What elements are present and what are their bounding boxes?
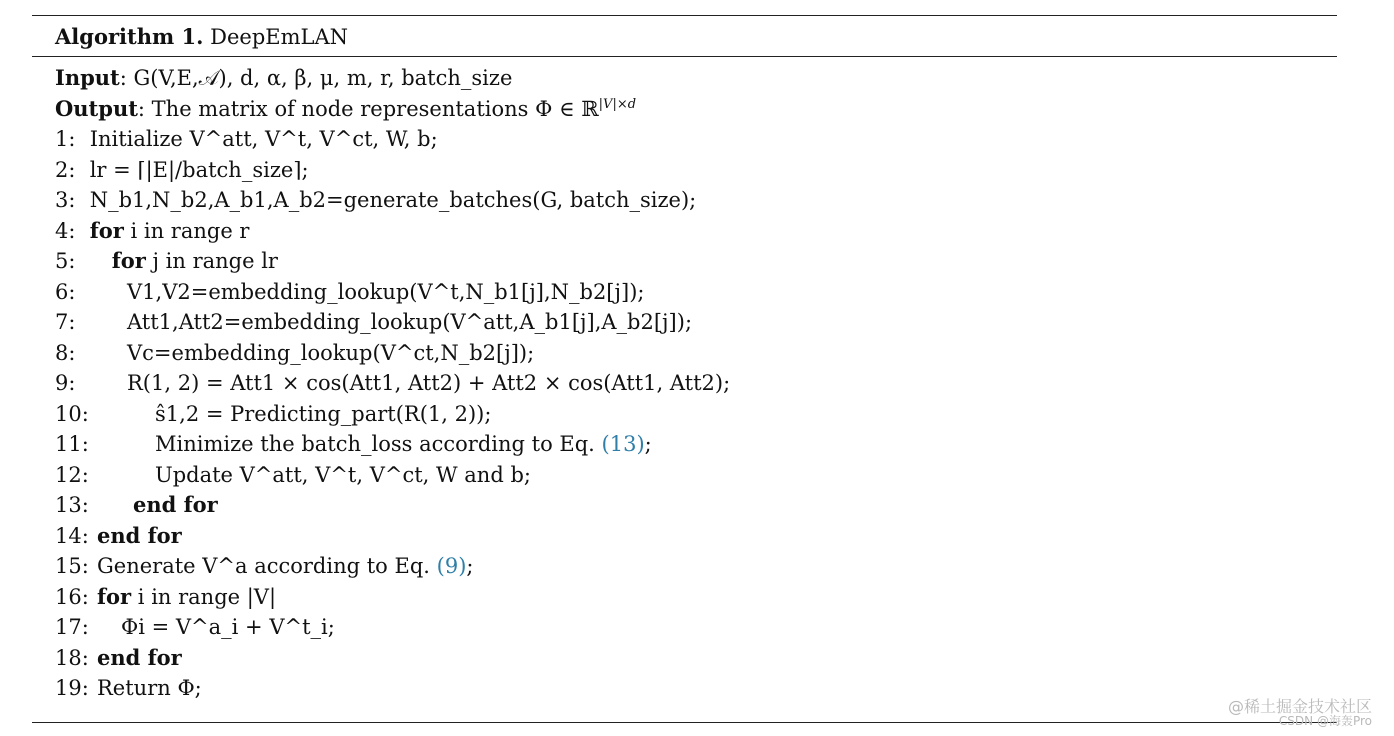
step-number: 11: (55, 432, 89, 456)
output-dim: |V|×d (598, 96, 637, 112)
step-2 (55, 155, 730, 186)
step-text: lr = ⌈|E|/batch_size⌉; (89, 157, 309, 182)
step-text: i in range r (130, 218, 250, 243)
step-text: Update V^att, V^t, V^ct, W and b; (155, 462, 531, 487)
output-label: Output (55, 95, 138, 121)
step-number: 13: (55, 493, 89, 517)
step-keyword: end for (97, 644, 182, 670)
equation-13-link[interactable]: (13) (601, 432, 645, 456)
step-keyword: end for (133, 492, 218, 517)
step-10 (55, 399, 730, 430)
step-18 (55, 643, 730, 674)
step-number: 18: (55, 645, 89, 670)
algorithm-body (55, 63, 730, 704)
step-text: Vc=embedding_lookup(V^ct,N_b2[j]); (127, 340, 535, 365)
step-keyword: for (89, 217, 124, 243)
step-keyword: for (97, 583, 132, 609)
step-16 (55, 582, 730, 613)
step-number: 3: (55, 188, 76, 212)
step-text: i in range |V| (137, 584, 277, 609)
step-number: 14: (55, 523, 89, 548)
step-number: 7: (55, 310, 76, 334)
step-5 (55, 246, 730, 277)
step-text: R(1, 2) = Att1 × cos(Att1, Att2) + Att2 × cos(Att1, Att2); (127, 371, 731, 395)
step-1 (55, 124, 730, 155)
step-number: 5: (55, 249, 76, 273)
input-line (55, 63, 730, 94)
step-15 (55, 551, 730, 582)
step-7 (55, 307, 730, 338)
step-number: 10: (55, 401, 89, 426)
step-text: N_b1,N_b2,A_b1,A_b2=generate_batches(G, batch_size); (89, 188, 697, 212)
step-14 (55, 521, 730, 552)
step-13 (55, 490, 730, 521)
step-text: ŝ1,2 = Predicting_part(R(1, 2)); (155, 401, 492, 426)
step-6 (55, 277, 730, 308)
step-number: 2: (55, 157, 76, 182)
step-text: j in range lr (152, 249, 278, 273)
step-text: Generate V^a according to Eq. (97, 554, 430, 578)
header-rule (32, 56, 1337, 57)
step-17 (55, 612, 730, 643)
step-9 (55, 368, 730, 399)
step-number: 6: (55, 279, 76, 304)
step-4 (55, 216, 730, 247)
step-number: 16: (55, 584, 89, 609)
output-line (55, 94, 730, 125)
step-number: 17: (55, 615, 89, 639)
bottom-rule (32, 722, 1337, 723)
step-number: 9: (55, 371, 76, 395)
algorithm-title (55, 22, 348, 52)
watermark-juejin: @稀土掘金技术社区 (1227, 697, 1372, 716)
algorithm-label: Algorithm 1. (55, 24, 204, 49)
step-tail: ; (466, 554, 474, 578)
step-3 (55, 185, 730, 216)
output-text: : The matrix of node representations Φ ∈ ℝ (137, 96, 599, 121)
watermark-csdn: CSDN @海轰Pro (1278, 714, 1372, 728)
step-number: 8: (55, 340, 76, 365)
step-number: 15: (55, 554, 89, 578)
step-text: Att1,Att2=embedding_lookup(V^att,A_b1[j],A_b2[j]); (127, 310, 693, 334)
input-text: : G(V,E,𝒜), d, α, β, μ, m, r, batch_size (119, 66, 513, 90)
step-19 (55, 673, 730, 704)
step-keyword: for (111, 248, 146, 273)
step-text: Φi = V^a_i + V^t_i; (121, 615, 335, 639)
step-number: 19: (55, 676, 89, 700)
step-12 (55, 460, 730, 491)
equation-9-link[interactable]: (9) (436, 554, 467, 578)
step-text: Initialize V^att, V^t, V^ct, W, b; (89, 127, 438, 151)
step-text: Return Φ; (97, 676, 202, 700)
step-8 (55, 338, 730, 369)
step-tail: ; (644, 432, 652, 456)
algorithm-name: DeepEmLAN (210, 25, 348, 49)
step-text: V1,V2=embedding_lookup(V^t,N_b1[j],N_b2[j]); (127, 279, 645, 304)
step-number: 1: (55, 127, 76, 151)
input-label: Input (55, 65, 120, 90)
step-keyword: end for (97, 522, 182, 548)
top-rule (32, 15, 1337, 16)
step-11 (55, 429, 730, 460)
step-number: 4: (55, 218, 76, 243)
step-text: Minimize the batch_loss according to Eq. (155, 432, 595, 456)
step-number: 12: (55, 462, 89, 487)
